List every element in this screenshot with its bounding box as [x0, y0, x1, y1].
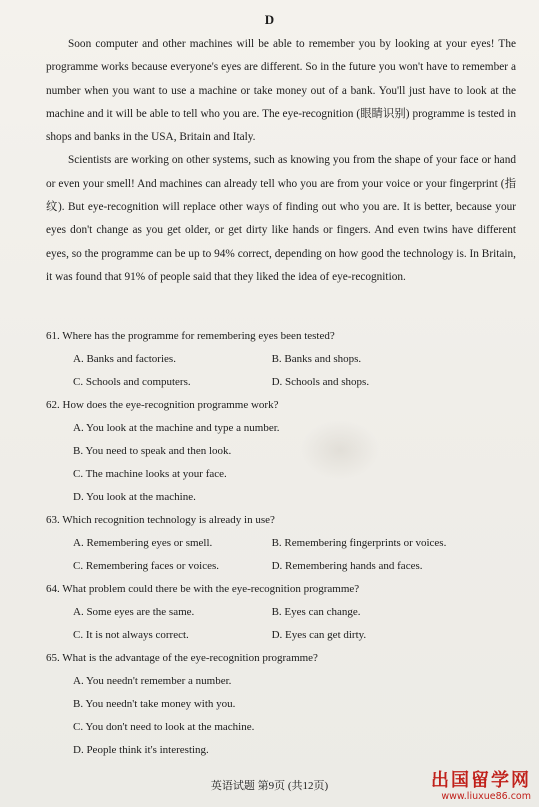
- watermark-url: www.liuxue86.com: [441, 791, 531, 802]
- watermark-logo: [399, 771, 531, 803]
- question-62: [46, 394, 516, 509]
- options: [46, 532, 516, 578]
- question-stem: 62. How does the eye-recognition programme work?: [46, 399, 279, 411]
- question-63: [46, 509, 516, 578]
- reading-passage: [46, 33, 516, 289]
- option-c: C. Remembering faces or voices.: [73, 560, 220, 572]
- question-61: [46, 325, 516, 394]
- option-a: A. Some eyes are the same.: [73, 606, 195, 618]
- option-b: B. You need to speak and then look.: [73, 445, 232, 457]
- page-footer: 英语试题 第9页 (共12页): [210, 780, 329, 792]
- watermark-name: 出国留学网: [431, 770, 531, 791]
- option-b: B. Remembering fingerprints or voices.: [271, 537, 447, 549]
- passage-paragraph-1: Soon computer and other machines will be able to remember you by looking at your eyes! The programme works because everyone's eyes are different. So in the future you won't have to remember a number when you want to use a machine or take money out of a bank. You'll just have to look at the machine and it will be able to tell who you are. The eye-recognition (眼睛识别) programme is tested in shops and banks in the USA, Britain and Italy.: [46, 38, 516, 144]
- option-d: D. Remembering hands and faces.: [271, 560, 423, 572]
- question-65: [46, 647, 516, 762]
- question-stem: 64. What problem could there be with the eye-recognition programme?: [46, 583, 360, 595]
- question-stem: 63. Which recognition technology is already in use?: [46, 514, 275, 526]
- option-a: A. Banks and factories.: [73, 353, 176, 365]
- option-c: C. You don't need to look at the machine.: [73, 721, 255, 733]
- options: [46, 670, 516, 762]
- option-d: D. Schools and shops.: [271, 376, 370, 388]
- option-c: C. The machine looks at your face.: [73, 468, 227, 480]
- option-b: B. Banks and shops.: [271, 353, 362, 365]
- question-stem: 65. What is the advantage of the eye-recognition programme?: [46, 652, 318, 664]
- question-list: [46, 325, 516, 762]
- question-stem: 61. Where has the programme for remembering eyes been tested?: [46, 330, 335, 342]
- option-c: C. Schools and computers.: [73, 376, 191, 388]
- options: [46, 417, 516, 509]
- option-a: A. You look at the machine and type a number.: [73, 422, 280, 434]
- option-d: D. Eyes can get dirty.: [271, 629, 367, 641]
- option-a: A. You needn't remember a number.: [73, 675, 232, 687]
- option-c: C. It is not always correct.: [73, 629, 189, 641]
- option-a: A. Remembering eyes or smell.: [73, 537, 213, 549]
- option-d: D. People think it's interesting.: [73, 744, 209, 756]
- option-b: B. Eyes can change.: [271, 606, 361, 618]
- question-64: [46, 578, 516, 647]
- option-d: D. You look at the machine.: [73, 491, 196, 503]
- passage-paragraph-2: Scientists are working on other systems, such as knowing you from the shape of your face or hand or even your smell! And machines can already tell who you are from your voice or your fingerprint (指纹). But eye-recognition will replace other ways of finding out who you are. It is better, because your eyes don't change as you get older, or get dirty like hands or fingers. And even twins have different eyes, so the programme can be up to 94% correct, depending on how good the technology is. In Britain, it was found that 91% of people said that they liked the idea of eye-recognition.: [46, 154, 516, 283]
- options: [46, 348, 516, 394]
- section-heading: D: [264, 12, 275, 27]
- options: [46, 601, 516, 647]
- option-b: B. You needn't take money with you.: [73, 698, 236, 710]
